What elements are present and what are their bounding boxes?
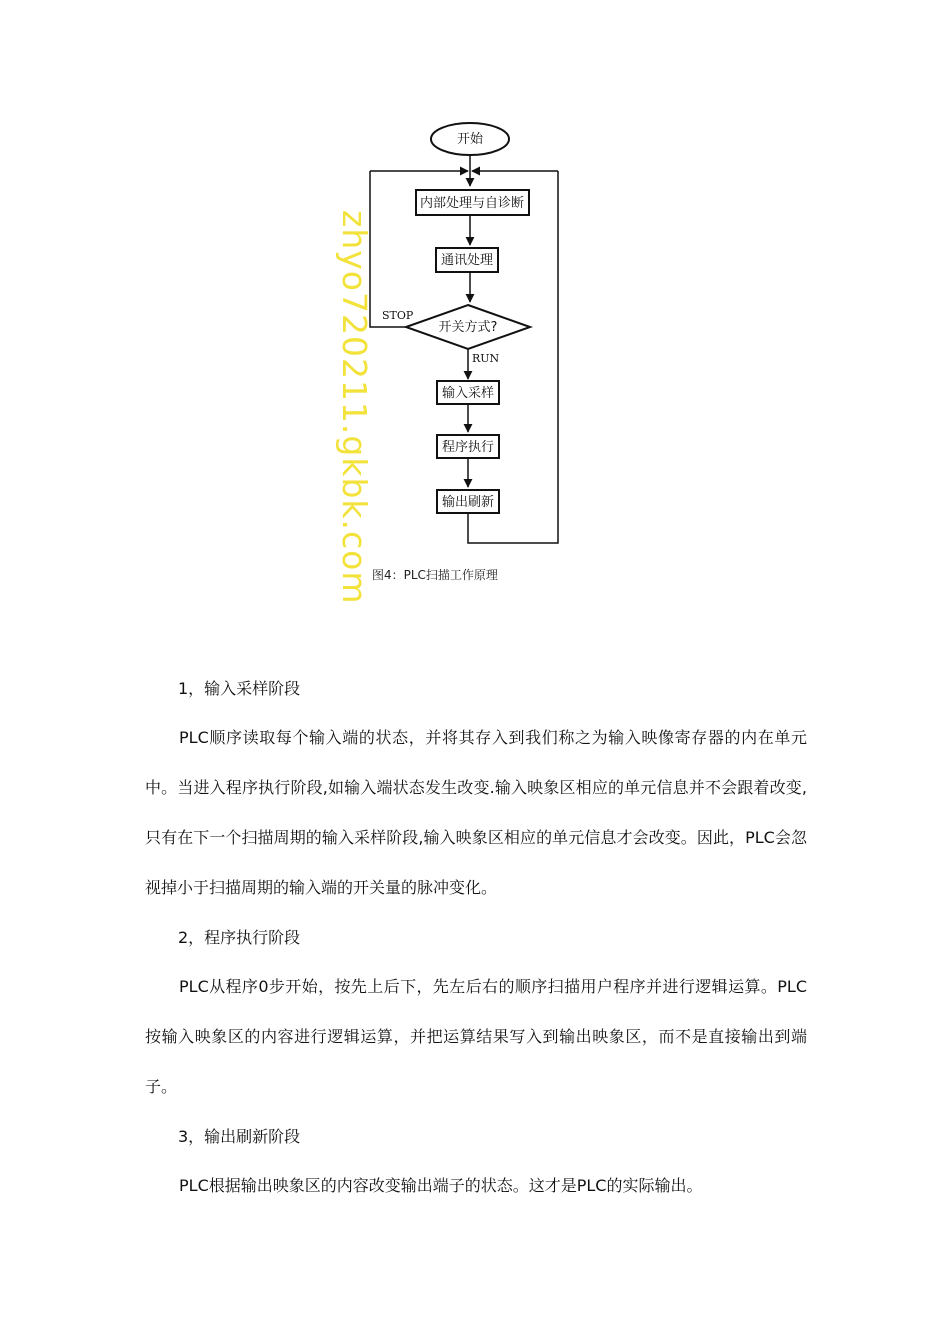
svg-text:开关方式?: 开关方式? (438, 320, 498, 335)
step-input-node (437, 381, 499, 404)
step-comm-node (436, 248, 498, 272)
section-heading-2: 2，程序执行阶段 (178, 928, 301, 947)
stop-label: STOP (382, 309, 414, 322)
step-internal-node (416, 190, 529, 215)
decision-node (406, 305, 530, 349)
step-output-node (437, 490, 499, 513)
svg-text:输入采样: 输入采样 (441, 386, 495, 401)
section-heading-1: 1，输入采样阶段 (178, 679, 301, 698)
svg-text:输出刷新: 输出刷新 (441, 495, 495, 510)
svg-text:程序执行: 程序执行 (441, 440, 495, 455)
stop-loop-line (370, 171, 406, 327)
svg-text:内部处理与自诊断: 内部处理与自诊断 (419, 196, 525, 211)
section-heading-3: 3，输出刷新阶段 (178, 1127, 301, 1146)
figure-caption: 图4：PLC扫描工作原理 (372, 568, 498, 582)
svg-text:开始: 开始 (456, 132, 484, 147)
step-exec-node (437, 435, 499, 458)
section-body-2: PLC从程序0步开始，按先上后下，先左后右的顺序扫描用户程序并进行逻辑运算。PLC按输入映象区的内容进行逻辑运算，并把运算结果写入到输出映象区，而不是直接输出到端子。 (145, 977, 807, 1096)
plc-scan-flowchart (0, 0, 950, 620)
section-body-1: PLC顺序读取每个输入端的状态，并将其存入到我们称之为输入映像寄存器的内在单元中。当进入程序执行阶段,如输入端状态发生改变.输入映象区相应的单元信息并不会跟着改变,只有在下一个扫描周期的输入采样阶段,输入映象区相应的单元信息才会改变。因此，PLC会忽视掉小于扫描周期的输入端的开关量的脉冲变化。 (145, 728, 807, 897)
section-body-3: PLC根据输出映象区的内容改变输出端子的状态。这才是PLC的实际输出。 (179, 1176, 703, 1195)
watermark: zhyo720211.gkbk.com (335, 210, 374, 605)
run-label: RUN (472, 352, 500, 365)
svg-text:通讯处理: 通讯处理 (440, 253, 494, 268)
start-node (431, 123, 509, 155)
